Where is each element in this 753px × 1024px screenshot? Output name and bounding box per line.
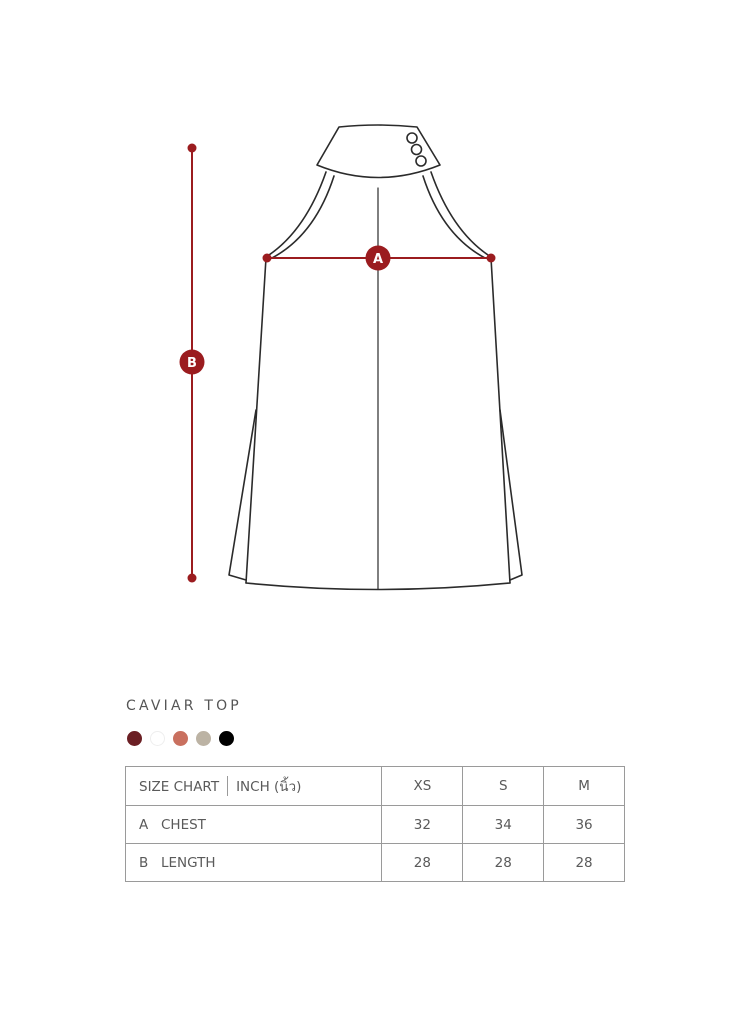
measure-a (263, 246, 496, 271)
row-label-cell (126, 844, 382, 882)
value-cell: 32 (382, 806, 463, 844)
color-swatches (127, 731, 234, 747)
size-header-s: S (463, 767, 544, 806)
row-label: CHEST (161, 816, 206, 833)
color-swatch[interactable] (173, 731, 188, 746)
row-label-cell (126, 806, 382, 844)
measure-b (180, 144, 205, 583)
size-header-xs: XS (382, 767, 463, 806)
value-cell: 28 (382, 844, 463, 882)
value-cell: 36 (544, 806, 625, 844)
value-cell: 34 (463, 806, 544, 844)
right-slit-panel (500, 410, 522, 580)
size-chart-title-cell (126, 767, 382, 806)
color-swatch[interactable] (219, 731, 234, 746)
row-label: LENGTH (161, 854, 216, 871)
color-swatch[interactable] (150, 731, 165, 746)
size-chart-table (125, 766, 625, 882)
value-cell: 28 (544, 844, 625, 882)
row-letter: B (139, 854, 149, 871)
row-letter: A (139, 816, 149, 833)
marker-a-label: A (372, 252, 384, 267)
color-swatch[interactable] (127, 731, 142, 746)
size-chart-header (126, 767, 625, 806)
marker-b-label: B (187, 356, 197, 371)
divider (227, 776, 228, 796)
size-header-m: M (544, 767, 625, 806)
value-cell: 28 (463, 844, 544, 882)
product-title: CAVIAR TOP (126, 698, 242, 714)
color-swatch[interactable] (196, 731, 211, 746)
size-chart-title: SIZE CHART (139, 779, 220, 795)
table-row (126, 844, 625, 882)
table-row (126, 806, 625, 844)
right-side (491, 258, 510, 583)
left-side (246, 258, 266, 583)
size-chart-unit: INCH (นิ้ว) (236, 779, 302, 795)
